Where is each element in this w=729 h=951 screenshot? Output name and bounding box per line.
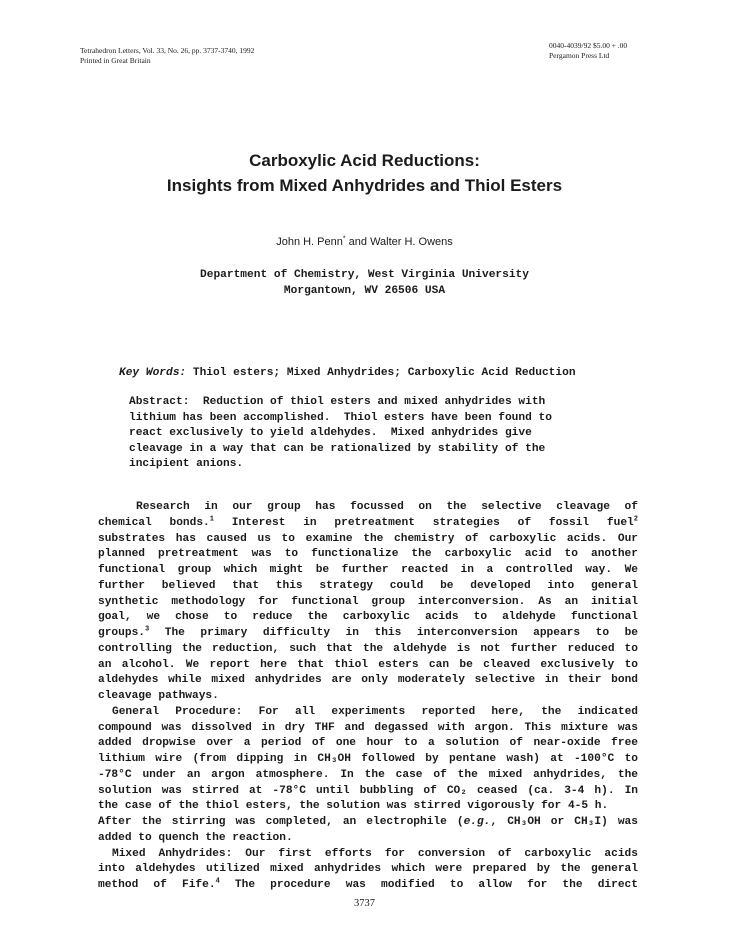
body-line: Research in our group has focussed on the selective cleavage of	[136, 501, 638, 513]
abstract	[129, 395, 609, 473]
body-line: solution was stirred at -78°C until bubbling of CO₂ ceased (ca. 3-4 h). In	[98, 784, 638, 797]
body-line: -78°C under an argon atmosphere. In the case of the mixed anhydrides, the	[98, 768, 638, 781]
reference-mark: 2	[633, 515, 638, 524]
abstract-label: Abstract:	[129, 396, 190, 408]
body-line: Mixed Anhydrides: Our first efforts for conversion of carboxylic acids	[112, 847, 638, 860]
affiliation-address: Morgantown, WV 26506 USA	[283, 285, 446, 297]
keywords-label: Key Words:	[119, 367, 187, 379]
publisher-header	[549, 41, 627, 61]
body-line: controlling the reduction, such that the aldehyde is not further reduced to	[98, 642, 638, 655]
printed-in-line: Printed in Great Britain	[80, 56, 151, 65]
page-number: 3737	[354, 898, 375, 909]
abstract-line: react exclusively to yield aldehydes. Mixed anhydrides give	[129, 427, 532, 440]
reference-mark: 4	[215, 877, 220, 886]
body-line: groups.$^3$ The primary difficulty in this interconversion appears to be	[98, 625, 638, 639]
author-name: Walter H. Owens	[370, 236, 453, 248]
citation-line: Tetrahedron Letters, Vol. 33, No. 26, pp. 3737-3740, 1992	[80, 46, 255, 55]
body-line: method of Fife.$^4$ The procedure was modified to allow for the direct	[98, 877, 638, 891]
body-line: an alcohol. We report here that thiol esters can be cleaved exclusively to	[98, 658, 638, 671]
paper-title-line-2: Insights from Mixed Anhydrides and Thiol Esters	[166, 176, 563, 195]
section-label: Mixed Anhydrides:	[112, 847, 233, 860]
author-list	[0, 236, 729, 248]
body-line: compound was dissolved in dry THF and degassed with argon. This mixture was	[98, 721, 638, 734]
body-line: further believed that this strategy could be developed into general	[98, 579, 638, 592]
abstract-line: lithium has been accomplished. Thiol esters have been found to	[129, 411, 552, 424]
journal-citation-header	[80, 46, 254, 66]
price-code-line: 0040-4039/92 $5.00 + .00	[549, 41, 628, 50]
publisher-line: Pergamon Press Ltd	[549, 51, 610, 60]
body-line: aldehydes while mixed anhydrides are only moderately selective in their bond	[98, 674, 638, 687]
affiliation-department: Department of Chemistry, West Virginia University	[200, 269, 529, 281]
reference-mark: 1	[209, 515, 214, 524]
body-line: planned pretreatment was to functionalize the carboxylic acid to another	[98, 548, 638, 561]
paper-title-line-1: Carboxylic Acid Reductions:	[249, 151, 480, 170]
body-line: cleavage pathways.	[98, 690, 219, 702]
reference-mark: 3	[145, 625, 150, 634]
abstract-line: cleavage in a way that can be rationalized by stability of the	[129, 442, 546, 455]
body-line: After the stirring was completed, an electrophile (e.g., CH₃OH or CH₃I) was	[98, 816, 638, 828]
section-label: General Procedure:	[112, 705, 243, 718]
body-line: synthetic methodology for functional group interconversion. As an initial	[98, 595, 638, 608]
author-name: John H. Penn	[276, 236, 343, 248]
body-line: added to quench the reaction.	[98, 831, 293, 844]
keywords	[119, 366, 576, 382]
body-line: General Procedure: For all experiments reported here, the indicated	[112, 705, 638, 718]
abstract-line: Abstract: Reduction of thiol esters and mixed anhydrides with	[129, 396, 546, 408]
keywords-text: Thiol esters; Mixed Anhydrides; Carboxylic Acid Reduction	[186, 367, 576, 379]
body-text	[98, 500, 638, 894]
abstract-line: incipient anions.	[129, 458, 244, 471]
body-line: added dropwise over a period of one hour to a solution of near-oxide free	[98, 737, 638, 750]
body-line: lithium wire (from dipping in CH₃OH followed by pentane wash) at -100°C to	[98, 753, 638, 765]
body-line: functional group which might be further reacted in a controlled way. We	[98, 564, 638, 576]
body-line: chemical bonds.$^1$ Interest in pretreatment strategies of fossil fuel$^2$	[98, 515, 638, 529]
body-line: substrates has caused us to examine the chemistry of carboxylic acids. Our	[98, 532, 638, 545]
corresponding-author-mark: *	[342, 235, 346, 243]
body-line: into aldehydes utilized mixed anhydrides which were prepared by the general	[98, 863, 638, 876]
body-line: goal, we chose to reduce the carboxylic acids to aldehyde functional	[98, 611, 638, 624]
body-line: the case of the thiol esters, the solution was stirred vigorously for 4-5 h.	[98, 800, 609, 813]
author-connector: and	[345, 236, 371, 248]
